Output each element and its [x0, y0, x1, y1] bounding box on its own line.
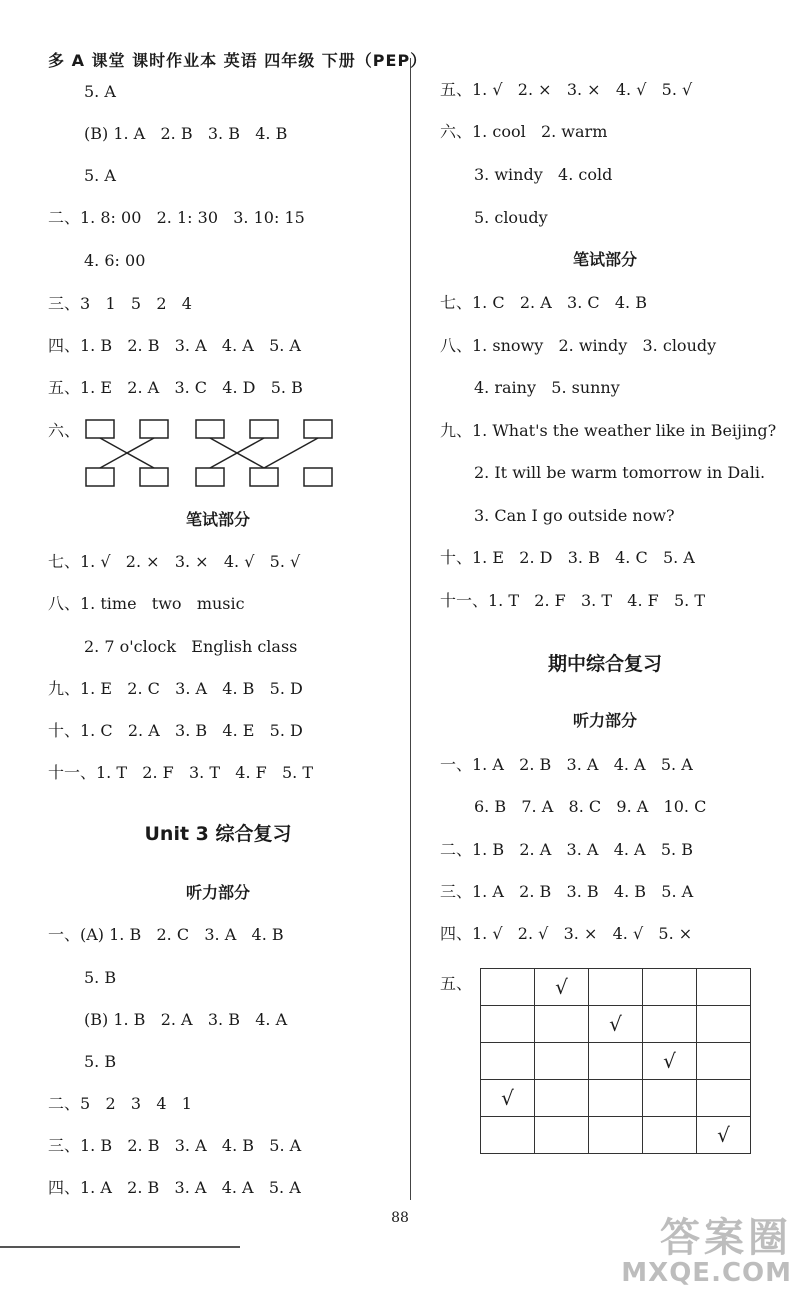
- match-box: [196, 420, 224, 438]
- answer-line: (B) 1. B 2. A 3. B 4. A: [84, 1010, 288, 1029]
- answer-line: 二、1. 8: 00 2. 1: 30 3. 10: 15: [48, 208, 305, 227]
- grid-cell: [643, 1080, 697, 1117]
- answer-line: 5. B: [84, 1052, 117, 1071]
- answer-line: 四、1. B 2. B 3. A 4. A 5. A: [48, 336, 301, 355]
- answer-line: 九、1. What's the weather like in Beijing?: [440, 421, 777, 440]
- section-subtitle: 听力部分: [185, 883, 250, 902]
- grid-cell: [589, 1117, 643, 1154]
- match-box: [140, 468, 168, 486]
- grid-cell-checked: √: [589, 1006, 643, 1043]
- section-subtitle: 笔试部分: [572, 250, 637, 269]
- match-box: [304, 420, 332, 438]
- watermark-text: 答案圈: [660, 1215, 792, 1261]
- grid-cell: [697, 1006, 751, 1043]
- page-number: 88: [391, 1210, 409, 1226]
- grid-cell: [535, 1117, 589, 1154]
- section-subtitle: 听力部分: [572, 711, 637, 730]
- grid-row: [481, 1080, 751, 1117]
- match-box: [196, 468, 224, 486]
- answer-grid: [480, 968, 751, 1154]
- section-title: Unit 3 综合复习: [144, 823, 292, 845]
- grid-cell-checked: √: [535, 969, 589, 1006]
- answer-line: 5. B: [84, 968, 117, 987]
- answer-line: 十、1. E 2. D 3. B 4. C 5. A: [440, 548, 695, 567]
- grid-cell: [481, 1006, 535, 1043]
- watermark-logo: [420, 1206, 800, 1297]
- grid-cell: [481, 969, 535, 1006]
- section-title: 期中综合复习: [547, 653, 662, 675]
- answer-line: 十一、1. T 2. F 3. T 4. F 5. T: [440, 591, 706, 610]
- grid-cell: [589, 969, 643, 1006]
- match-line: [264, 438, 318, 468]
- grid-cell-checked: √: [697, 1117, 751, 1154]
- grid-cell-checked: √: [481, 1080, 535, 1117]
- grid-cell: [643, 969, 697, 1006]
- answer-line: 二、1. B 2. A 3. A 4. A 5. B: [440, 840, 693, 859]
- answer-line: 一、(A) 1. B 2. C 3. A 4. B: [48, 925, 284, 944]
- answer-line: (B) 1. A 2. B 3. B 4. B: [84, 124, 288, 143]
- answer-line: 5. A: [84, 82, 116, 101]
- answer-line: 3. Can I go outside now?: [474, 506, 675, 525]
- answer-line: 八、1. snowy 2. windy 3. cloudy: [440, 336, 717, 355]
- match-box: [250, 420, 278, 438]
- answer-line: 四、1. √ 2. √ 3. × 4. √ 5. ×: [440, 924, 693, 943]
- match-box: [86, 420, 114, 438]
- answer-line: 七、1. C 2. A 3. C 4. B: [440, 293, 647, 312]
- answer-line: 四、1. A 2. B 3. A 4. A 5. A: [48, 1178, 301, 1197]
- grid-cell-checked: √: [643, 1043, 697, 1080]
- answer-line: 一、1. A 2. B 3. A 4. A 5. A: [440, 755, 693, 774]
- answer-line: 2. 7 o'clock English class: [84, 637, 298, 656]
- answer-line: 5. cloudy: [474, 208, 548, 227]
- grid-cell: [535, 1080, 589, 1117]
- matching-label: 六、: [48, 421, 81, 440]
- answer-line: 五、1. √ 2. × 3. × 4. √ 5. √: [440, 80, 693, 99]
- answer-line: 4. rainy 5. sunny: [474, 378, 620, 397]
- answer-line: 十、1. C 2. A 3. B 4. E 5. D: [48, 721, 303, 740]
- section-subtitle: 笔试部分: [185, 510, 250, 529]
- grid-cell: [697, 969, 751, 1006]
- match-box: [304, 468, 332, 486]
- answer-line: 五、1. E 2. A 3. C 4. D 5. B: [48, 378, 303, 397]
- grid-row: [481, 969, 751, 1006]
- match-box: [86, 468, 114, 486]
- grid-row: [481, 1043, 751, 1080]
- answer-line: 三、1. A 2. B 3. B 4. B 5. A: [440, 882, 694, 901]
- grid-cell: [481, 1043, 535, 1080]
- grid-cell: [643, 1117, 697, 1154]
- answer-line: 八、1. time two music: [48, 594, 245, 613]
- grid-cell: [535, 1006, 589, 1043]
- match-box: [140, 420, 168, 438]
- answer-line: 九、1. E 2. C 3. A 4. B 5. D: [48, 679, 303, 698]
- answer-line: 三、3 1 5 2 4: [48, 294, 192, 313]
- answer-line: 三、1. B 2. B 3. A 4. B 5. A: [48, 1136, 302, 1155]
- answer-line: 3. windy 4. cold: [474, 165, 613, 184]
- grid-cell: [589, 1043, 643, 1080]
- grid-row: [481, 1117, 751, 1154]
- grid-label: 五、: [440, 974, 473, 993]
- answer-line: 4. 6: 00: [84, 251, 146, 270]
- answer-line: 6. B 7. A 8. C 9. A 10. C: [474, 797, 707, 816]
- match-box: [250, 468, 278, 486]
- grid-cell: [535, 1043, 589, 1080]
- grid-cell: [589, 1080, 643, 1117]
- answer-line: 5. A: [84, 166, 116, 185]
- answer-line: 2. It will be warm tomorrow in Dali.: [474, 463, 766, 482]
- answer-line: 六、1. cool 2. warm: [440, 122, 608, 141]
- page-header: 多 A 课堂 课时作业本 英语 四年级 下册（PEP）: [48, 51, 428, 70]
- matching-diagram: [80, 412, 340, 492]
- grid-cell: [697, 1080, 751, 1117]
- grid-row: [481, 1006, 751, 1043]
- grid-cell: [643, 1006, 697, 1043]
- watermark-url: MXQE.COM: [621, 1258, 792, 1288]
- answer-line: 七、1. √ 2. × 3. × 4. √ 5. √: [48, 552, 301, 571]
- grid-cell: [481, 1117, 535, 1154]
- answer-line: 十一、1. T 2. F 3. T 4. F 5. T: [48, 763, 314, 782]
- grid-cell: [697, 1043, 751, 1080]
- footer-rule: [0, 1246, 240, 1248]
- answer-line: 二、5 2 3 4 1: [48, 1094, 192, 1113]
